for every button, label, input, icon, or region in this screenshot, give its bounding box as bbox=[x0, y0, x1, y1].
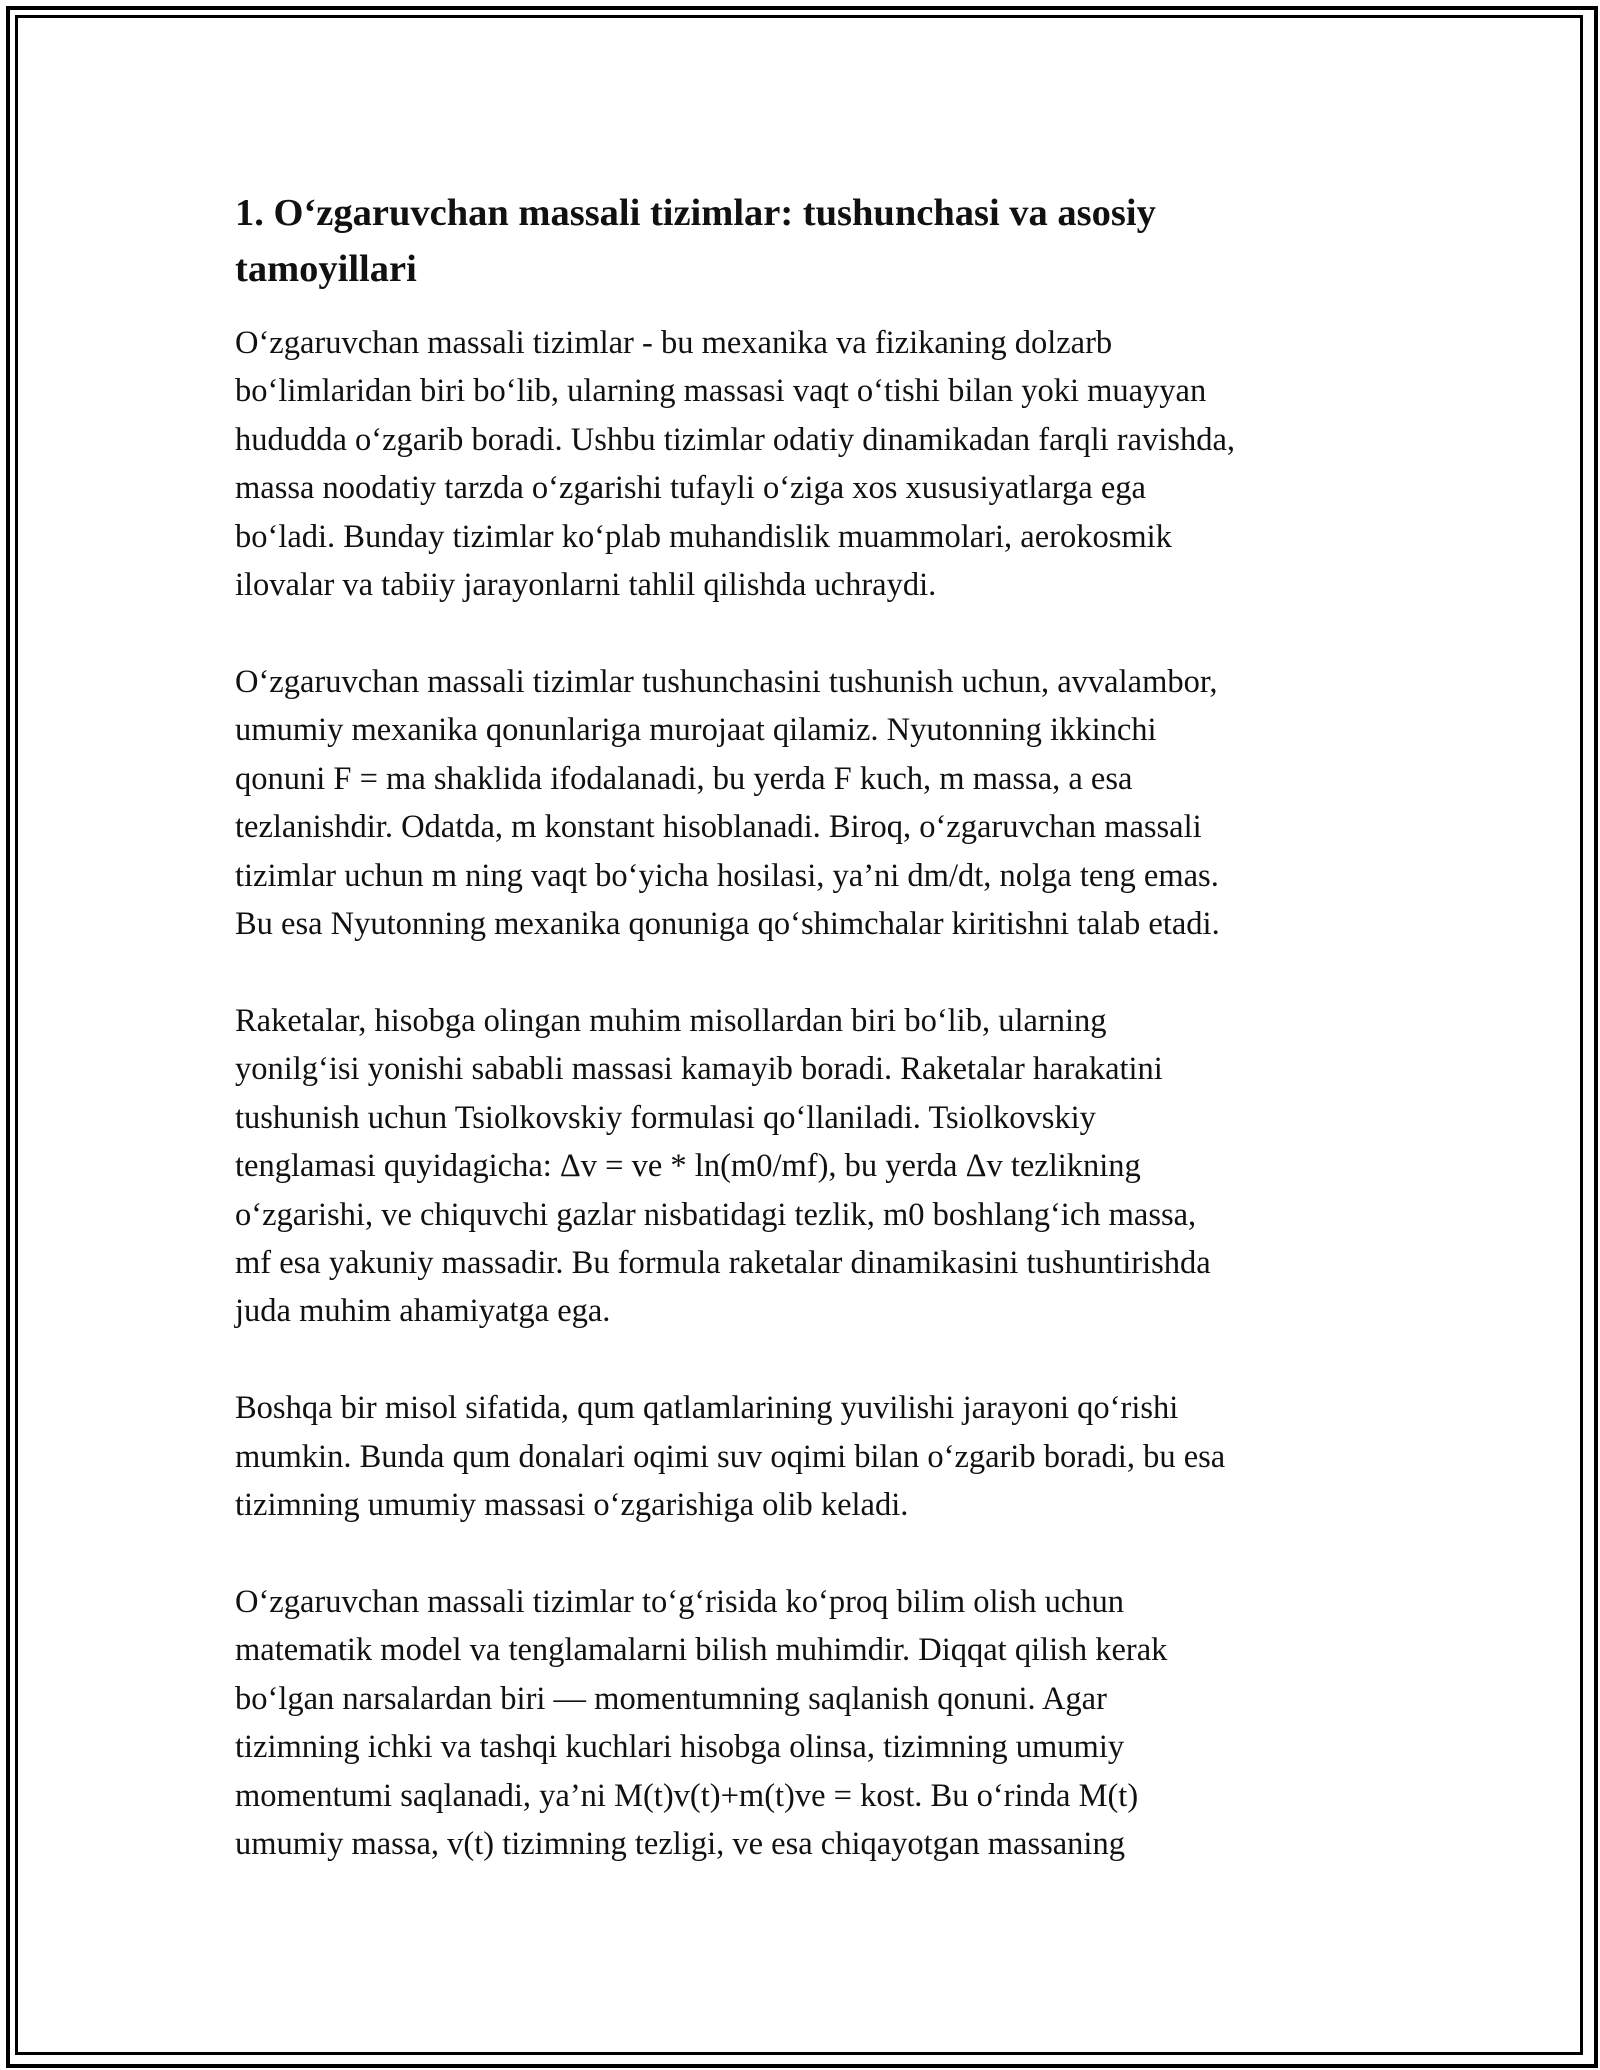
text-line: umumiy mexanika qonunlariga murojaat qilamiz. Nyutonning ikkinchi bbox=[235, 712, 1157, 749]
text-line: tizimning ichki va tashqi kuchlari hisobga olinsa, tizimning umumiy bbox=[235, 1729, 1125, 1766]
text-line: Raketalar, hisobga olingan muhim misollardan biri bo‘lib, ularning bbox=[235, 1002, 1107, 1039]
text-line: massa noodatiy tarzda o‘zgarishi tufayli o‘ziga xos xususiyatlarga ega bbox=[235, 470, 1146, 507]
text-line: Boshqa bir misol sifatida, qum qatlamlarining yuvilishi jarayoni qo‘rishi bbox=[235, 1390, 1179, 1427]
heading-line: 1. O‘zgaruvchan massali tizimlar: tushunchasi va asosiy bbox=[235, 192, 1156, 234]
text-line: bo‘limlaridan biri bo‘lib, ularning massasi vaqt o‘tishi bilan yoki muayyan bbox=[235, 373, 1207, 410]
text-line: O‘zgaruvchan massali tizimlar - bu mexanika va fizikaning dolzarb bbox=[235, 325, 1113, 361]
text-line: O‘zgaruvchan massali tizimlar to‘g‘risida ko‘proq bilim olish uchun bbox=[235, 1583, 1125, 1620]
text-line: tizimning umumiy massasi o‘zgarishiga olib keladi. bbox=[235, 1487, 909, 1524]
text-line: bo‘lgan narsalardan biri — momentumning saqlanish qonuni. Agar bbox=[235, 1680, 1107, 1717]
text-line: qonuni F = ma shaklida ifodalanadi, bu yerda F kuch, m massa, a esa bbox=[235, 760, 1133, 797]
document-body bbox=[235, 319, 1375, 1868]
text-line: tenglamasi quyidagicha: Δv = ve * ln(m0/mf), bu yerda Δv tezlikning bbox=[235, 1148, 1141, 1185]
text-line: tezlanishdir. Odatda, m konstant hisoblanadi. Biroq, o‘zgaruvchan massali bbox=[235, 809, 1202, 846]
text-line: juda muhim ahamiyatga ega. bbox=[235, 1293, 611, 1330]
text-line: mumkin. Bunda qum donalari oqimi suv oqimi bilan o‘zgarib boradi, bu esa bbox=[235, 1438, 1226, 1475]
text-line: umumiy massa, v(t) tizimning tezligi, ve esa chiqayotgan massaning bbox=[235, 1825, 1125, 1862]
paragraph bbox=[235, 658, 1375, 948]
section-heading bbox=[235, 185, 1375, 297]
text-line: matematik model va tenglamalarni bilish muhimdir. Diqqat qilish kerak bbox=[235, 1632, 1168, 1669]
text-line: hududda o‘zgarib boradi. Ushbu tizimlar odatiy dinamikadan farqli ravishda, bbox=[235, 421, 1235, 458]
text-line: mf esa yakuniy massadir. Bu formula raketalar dinamikasini tushuntirishda bbox=[235, 1244, 1211, 1281]
paragraph bbox=[235, 997, 1375, 1336]
text-line: yonilg‘isi yonishi sababli massasi kamayib boradi. Raketalar harakatini bbox=[235, 1051, 1163, 1088]
heading-line: tamoyillari bbox=[235, 248, 417, 290]
paragraph bbox=[235, 1578, 1375, 1868]
text-line: tushunish uchun Tsiolkovskiy formulasi qo‘llaniladi. Tsiolkovskiy bbox=[235, 1099, 1096, 1136]
paragraph bbox=[235, 319, 1375, 609]
text-line: ilovalar va tabiiy jarayonlarni tahlil qilishda uchraydi. bbox=[235, 567, 937, 604]
text-line: O‘zgaruvchan massali tizimlar tushunchasini tushunish uchun, avvalambor, bbox=[235, 663, 1218, 700]
document-page bbox=[235, 185, 1375, 1917]
text-line: o‘zgarishi, ve chiquvchi gazlar nisbatidagi tezlik, m0 boshlang‘ich massa, bbox=[235, 1196, 1197, 1233]
text-line: momentumi saqlanadi, ya’ni M(t)v(t)+m(t)ve = kost. Bu o‘rinda M(t) bbox=[235, 1777, 1139, 1814]
text-line: Bu esa Nyutonning mexanika qonuniga qo‘shimchalar kiritishni talab etadi. bbox=[235, 905, 1220, 942]
text-line: tizimlar uchun m ning vaqt bo‘yicha hosilasi, ya’ni dm/dt, nolga teng emas. bbox=[235, 857, 1219, 894]
text-line: bo‘ladi. Bunday tizimlar ko‘plab muhandislik muammolari, aerokosmik bbox=[235, 518, 1172, 555]
paragraph bbox=[235, 1384, 1375, 1529]
